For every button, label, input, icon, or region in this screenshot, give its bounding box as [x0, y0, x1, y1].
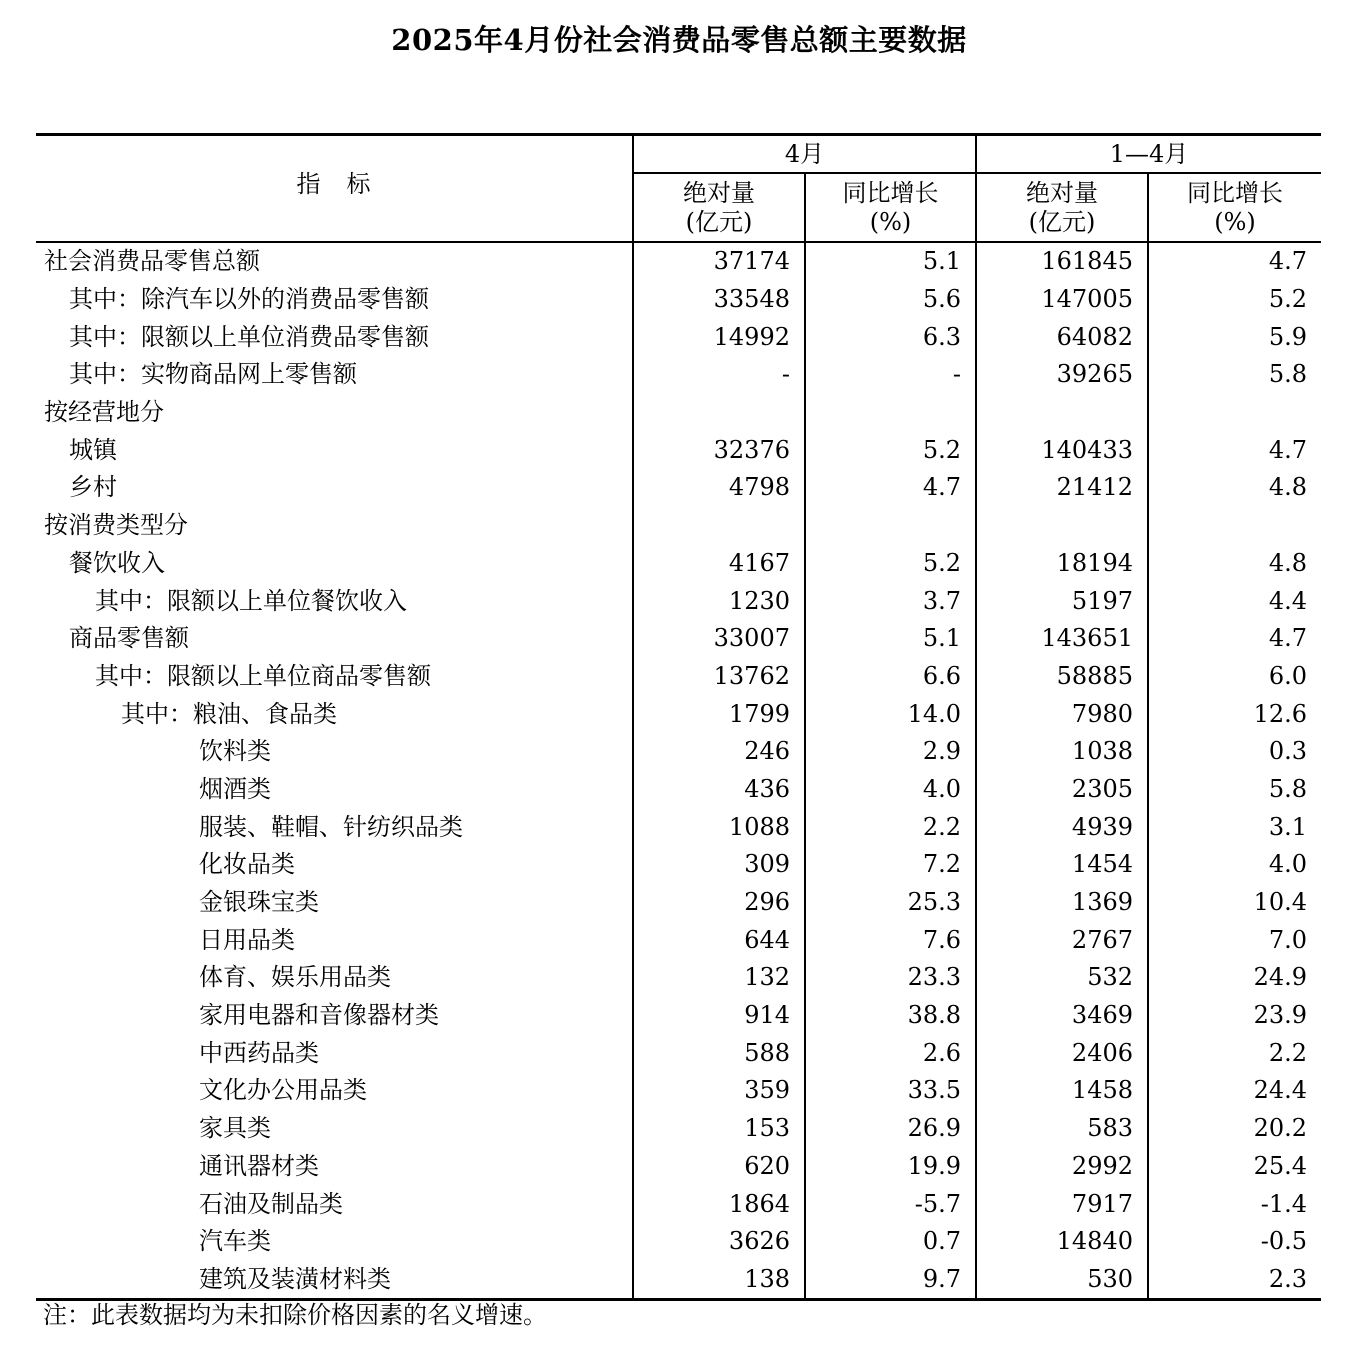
table-row: [36, 959, 1321, 997]
month-abs-value: 246: [633, 733, 805, 771]
month-abs-value: [633, 507, 805, 545]
cum-abs-value: 1038: [976, 733, 1148, 771]
month-abs-value: 13762: [633, 658, 805, 696]
month-abs-value: 620: [633, 1148, 805, 1186]
row-label: 金银珠宝类: [36, 884, 633, 922]
cum-yoy-value: 5.8: [1268, 774, 1308, 803]
table-row: [36, 545, 1321, 583]
cum-abs-value: 2992: [976, 1148, 1148, 1186]
abs-label: 绝对量: [1026, 178, 1098, 207]
yoy-unit: (%): [1214, 207, 1256, 236]
table-row: [36, 431, 1321, 469]
table-row: [36, 582, 1321, 620]
month-yoy-value: 2.2: [805, 808, 976, 846]
month-abs-value: 33007: [633, 620, 805, 658]
row-label: 烟酒类: [36, 771, 633, 809]
cum-yoy-value: 6.0: [1268, 661, 1308, 690]
row-label: 其中：实物商品网上零售额: [36, 356, 633, 394]
table-row: [36, 921, 1321, 959]
cum-abs-value: 64082: [976, 318, 1148, 356]
cum-abs-value: 532: [976, 959, 1148, 997]
cum-abs-value: 21412: [976, 469, 1148, 507]
row-label: 饮料类: [36, 733, 633, 771]
cum-yoy-value: 10.4: [1253, 888, 1308, 917]
month-yoy-value: 33.5: [805, 1072, 976, 1110]
cum-abs-value: 583: [976, 1110, 1148, 1148]
table-row: [36, 469, 1321, 507]
table-row: [36, 1034, 1321, 1072]
yoy-unit: (%): [869, 207, 912, 236]
table-row: [36, 1072, 1321, 1110]
month-yoy-value: 2.9: [805, 733, 976, 771]
month-yoy-value: 4.0: [805, 771, 976, 809]
row-label: 按经营地分: [36, 394, 633, 432]
abs-label: 绝对量: [683, 178, 755, 207]
cum-abs-value: 2767: [976, 921, 1148, 959]
month-abs-value: 32376: [633, 431, 805, 469]
row-label: 按消费类型分: [36, 507, 633, 545]
month-yoy-value: 6.3: [805, 318, 976, 356]
cum-yoy-value: 2.2: [1268, 1038, 1308, 1067]
cum-abs-value: 530: [976, 1261, 1148, 1300]
cum-yoy-value: [1148, 394, 1321, 432]
cum-abs-value: 14840: [976, 1223, 1148, 1261]
month-yoy-value: 14.0: [805, 695, 976, 733]
month-yoy-value: 19.9: [805, 1148, 976, 1186]
cum-abs-value: 58885: [976, 658, 1148, 696]
cum-yoy-value: 4.0: [1268, 850, 1308, 879]
row-label: 商品零售额: [36, 620, 633, 658]
month-yoy-value: 26.9: [805, 1110, 976, 1148]
table-row: [36, 356, 1321, 394]
data-table: [36, 133, 1321, 1301]
month-abs-value: 1799: [633, 695, 805, 733]
month-yoy-value: 38.8: [805, 997, 976, 1035]
month-yoy-value: 9.7: [805, 1261, 976, 1300]
cum-abs-value: 161845: [976, 242, 1148, 281]
cum-yoy-value: 20.2: [1253, 1114, 1308, 1143]
cum-yoy-value: 23.9: [1253, 1001, 1308, 1030]
table-row: [36, 808, 1321, 846]
cum-abs-value: 4939: [976, 808, 1148, 846]
row-label: 其中：限额以上单位消费品零售额: [36, 318, 633, 356]
month-abs-value: [633, 394, 805, 432]
abs-unit: (亿元): [685, 207, 753, 236]
cum-yoy-value: 5.8: [1268, 360, 1308, 389]
cum-yoy-value: 24.9: [1253, 963, 1308, 992]
col-header-cum-abs: [976, 173, 1148, 242]
month-abs-value: 1088: [633, 808, 805, 846]
month-yoy-value: 5.6: [805, 281, 976, 319]
cum-abs-value: 147005: [976, 281, 1148, 319]
yoy-label: 同比增长: [842, 178, 939, 207]
month-yoy-value: 23.3: [805, 959, 976, 997]
indicator-header: 指 标: [36, 135, 633, 243]
cum-abs-value: 2305: [976, 771, 1148, 809]
row-label: 其中：限额以上单位商品零售额: [36, 658, 633, 696]
row-label: 汽车类: [36, 1223, 633, 1261]
period-header-month: 4月: [633, 135, 976, 174]
row-label: 体育、娱乐用品类: [36, 959, 633, 997]
cum-yoy-value: 24.4: [1253, 1076, 1308, 1105]
cum-yoy-value: 4.8: [1268, 548, 1308, 577]
month-abs-value: 4167: [633, 545, 805, 583]
table-row: [36, 997, 1321, 1035]
cum-abs-value: 1369: [976, 884, 1148, 922]
month-yoy-value: -: [805, 356, 976, 394]
cum-yoy-value: 25.4: [1253, 1151, 1308, 1180]
table-row: [36, 1148, 1321, 1186]
table-row: [36, 281, 1321, 319]
row-label: 化妆品类: [36, 846, 633, 884]
table-row: [36, 733, 1321, 771]
cum-abs-value: 5197: [976, 582, 1148, 620]
month-abs-value: 644: [633, 921, 805, 959]
row-label: 建筑及装潢材料类: [36, 1261, 633, 1300]
month-abs-value: 1230: [633, 582, 805, 620]
cum-abs-value: [976, 507, 1148, 545]
table-row: [36, 1185, 1321, 1223]
cum-abs-value: 7980: [976, 695, 1148, 733]
table-row: [36, 1223, 1321, 1261]
cum-abs-value: 1454: [976, 846, 1148, 884]
month-yoy-value: 5.2: [805, 545, 976, 583]
month-abs-value: 1864: [633, 1185, 805, 1223]
month-abs-value: 14992: [633, 318, 805, 356]
month-yoy-value: [805, 507, 976, 545]
cum-abs-value: 2406: [976, 1034, 1148, 1072]
month-yoy-value: 7.2: [805, 846, 976, 884]
month-yoy-value: 5.2: [805, 431, 976, 469]
row-label: 通讯器材类: [36, 1148, 633, 1186]
row-label: 家用电器和音像器材类: [36, 997, 633, 1035]
cum-abs-value: 39265: [976, 356, 1148, 394]
row-label: 其中：限额以上单位餐饮收入: [36, 582, 633, 620]
month-yoy-value: -5.7: [805, 1185, 976, 1223]
cum-yoy-value: 4.7: [1268, 435, 1308, 464]
row-label: 城镇: [36, 431, 633, 469]
cum-abs-value: [976, 394, 1148, 432]
month-yoy-value: 5.1: [805, 620, 976, 658]
cum-abs-value: 143651: [976, 620, 1148, 658]
month-abs-value: 296: [633, 884, 805, 922]
table-row: [36, 846, 1321, 884]
cum-yoy-value: 5.9: [1268, 322, 1308, 351]
month-yoy-value: [805, 394, 976, 432]
row-label: 乡村: [36, 469, 633, 507]
month-yoy-value: 6.6: [805, 658, 976, 696]
table-row: [36, 507, 1321, 545]
col-header-cum-yoy: [1148, 173, 1321, 242]
row-label: 文化办公用品类: [36, 1072, 633, 1110]
row-label: 日用品类: [36, 921, 633, 959]
month-abs-value: 153: [633, 1110, 805, 1148]
cum-abs-value: 7917: [976, 1185, 1148, 1223]
cum-yoy-value: 4.8: [1268, 473, 1308, 502]
cum-yoy-value: [1148, 507, 1321, 545]
row-label: 其中：粮油、食品类: [36, 695, 633, 733]
month-yoy-value: 7.6: [805, 921, 976, 959]
cum-yoy-value: 4.7: [1268, 247, 1308, 276]
row-label: 家具类: [36, 1110, 633, 1148]
month-abs-value: 4798: [633, 469, 805, 507]
table-row: [36, 1261, 1321, 1300]
table-row: [36, 620, 1321, 658]
table-row: [36, 771, 1321, 809]
col-header-month-yoy: [805, 173, 976, 242]
row-label: 服装、鞋帽、针纺织品类: [36, 808, 633, 846]
row-label: 中西药品类: [36, 1034, 633, 1072]
cum-abs-value: 140433: [976, 431, 1148, 469]
cum-yoy-value: 7.0: [1268, 925, 1308, 954]
month-abs-value: 914: [633, 997, 805, 1035]
cum-yoy-value: 5.2: [1268, 285, 1308, 314]
table-row: [36, 394, 1321, 432]
table-body: [36, 242, 1321, 1300]
row-label: 社会消费品零售总额: [36, 242, 633, 281]
month-abs-value: 436: [633, 771, 805, 809]
table-row: [36, 1110, 1321, 1148]
cum-abs-value: 1458: [976, 1072, 1148, 1110]
row-label: 其中：除汽车以外的消费品零售额: [36, 281, 633, 319]
period-header-cumulative: 1—4月: [976, 135, 1321, 174]
month-abs-value: 588: [633, 1034, 805, 1072]
cum-yoy-value: -0.5: [1260, 1227, 1308, 1256]
month-abs-value: -: [633, 356, 805, 394]
month-abs-value: 309: [633, 846, 805, 884]
table-row: [36, 695, 1321, 733]
month-yoy-value: 4.7: [805, 469, 976, 507]
month-abs-value: 3626: [633, 1223, 805, 1261]
table-row: [36, 242, 1321, 281]
cum-abs-value: 3469: [976, 997, 1148, 1035]
month-abs-value: 132: [633, 959, 805, 997]
table-row: [36, 658, 1321, 696]
col-header-month-abs: [633, 173, 805, 242]
cum-yoy-value: 2.3: [1148, 1261, 1321, 1300]
month-yoy-value: 3.7: [805, 582, 976, 620]
month-abs-value: 359: [633, 1072, 805, 1110]
yoy-label: 同比增长: [1187, 178, 1283, 207]
cum-yoy-value: 0.3: [1268, 737, 1308, 766]
cum-yoy-value: 3.1: [1268, 812, 1308, 841]
month-yoy-value: 2.6: [805, 1034, 976, 1072]
cum-abs-value: 18194: [976, 545, 1148, 583]
table-row: [36, 884, 1321, 922]
cum-yoy-value: 4.7: [1268, 624, 1308, 653]
month-yoy-value: 0.7: [805, 1223, 976, 1261]
month-abs-value: 33548: [633, 281, 805, 319]
cum-yoy-value: -1.4: [1260, 1189, 1308, 1218]
month-yoy-value: 5.1: [805, 242, 976, 281]
page-title: 2025年4月份社会消费品零售总额主要数据: [391, 23, 967, 57]
month-abs-value: 138: [633, 1261, 805, 1300]
cum-yoy-value: 12.6: [1253, 699, 1308, 728]
table-row: [36, 318, 1321, 356]
table-header: [36, 135, 1321, 243]
cum-yoy-value: 4.4: [1268, 586, 1308, 615]
row-label: 餐饮收入: [36, 545, 633, 583]
abs-unit: (亿元): [1028, 207, 1096, 236]
month-abs-value: 37174: [633, 242, 805, 281]
month-yoy-value: 25.3: [805, 884, 976, 922]
footnote: 注：此表数据均为未扣除价格因素的名义增速。: [43, 1301, 547, 1329]
row-label: 石油及制品类: [36, 1185, 633, 1223]
